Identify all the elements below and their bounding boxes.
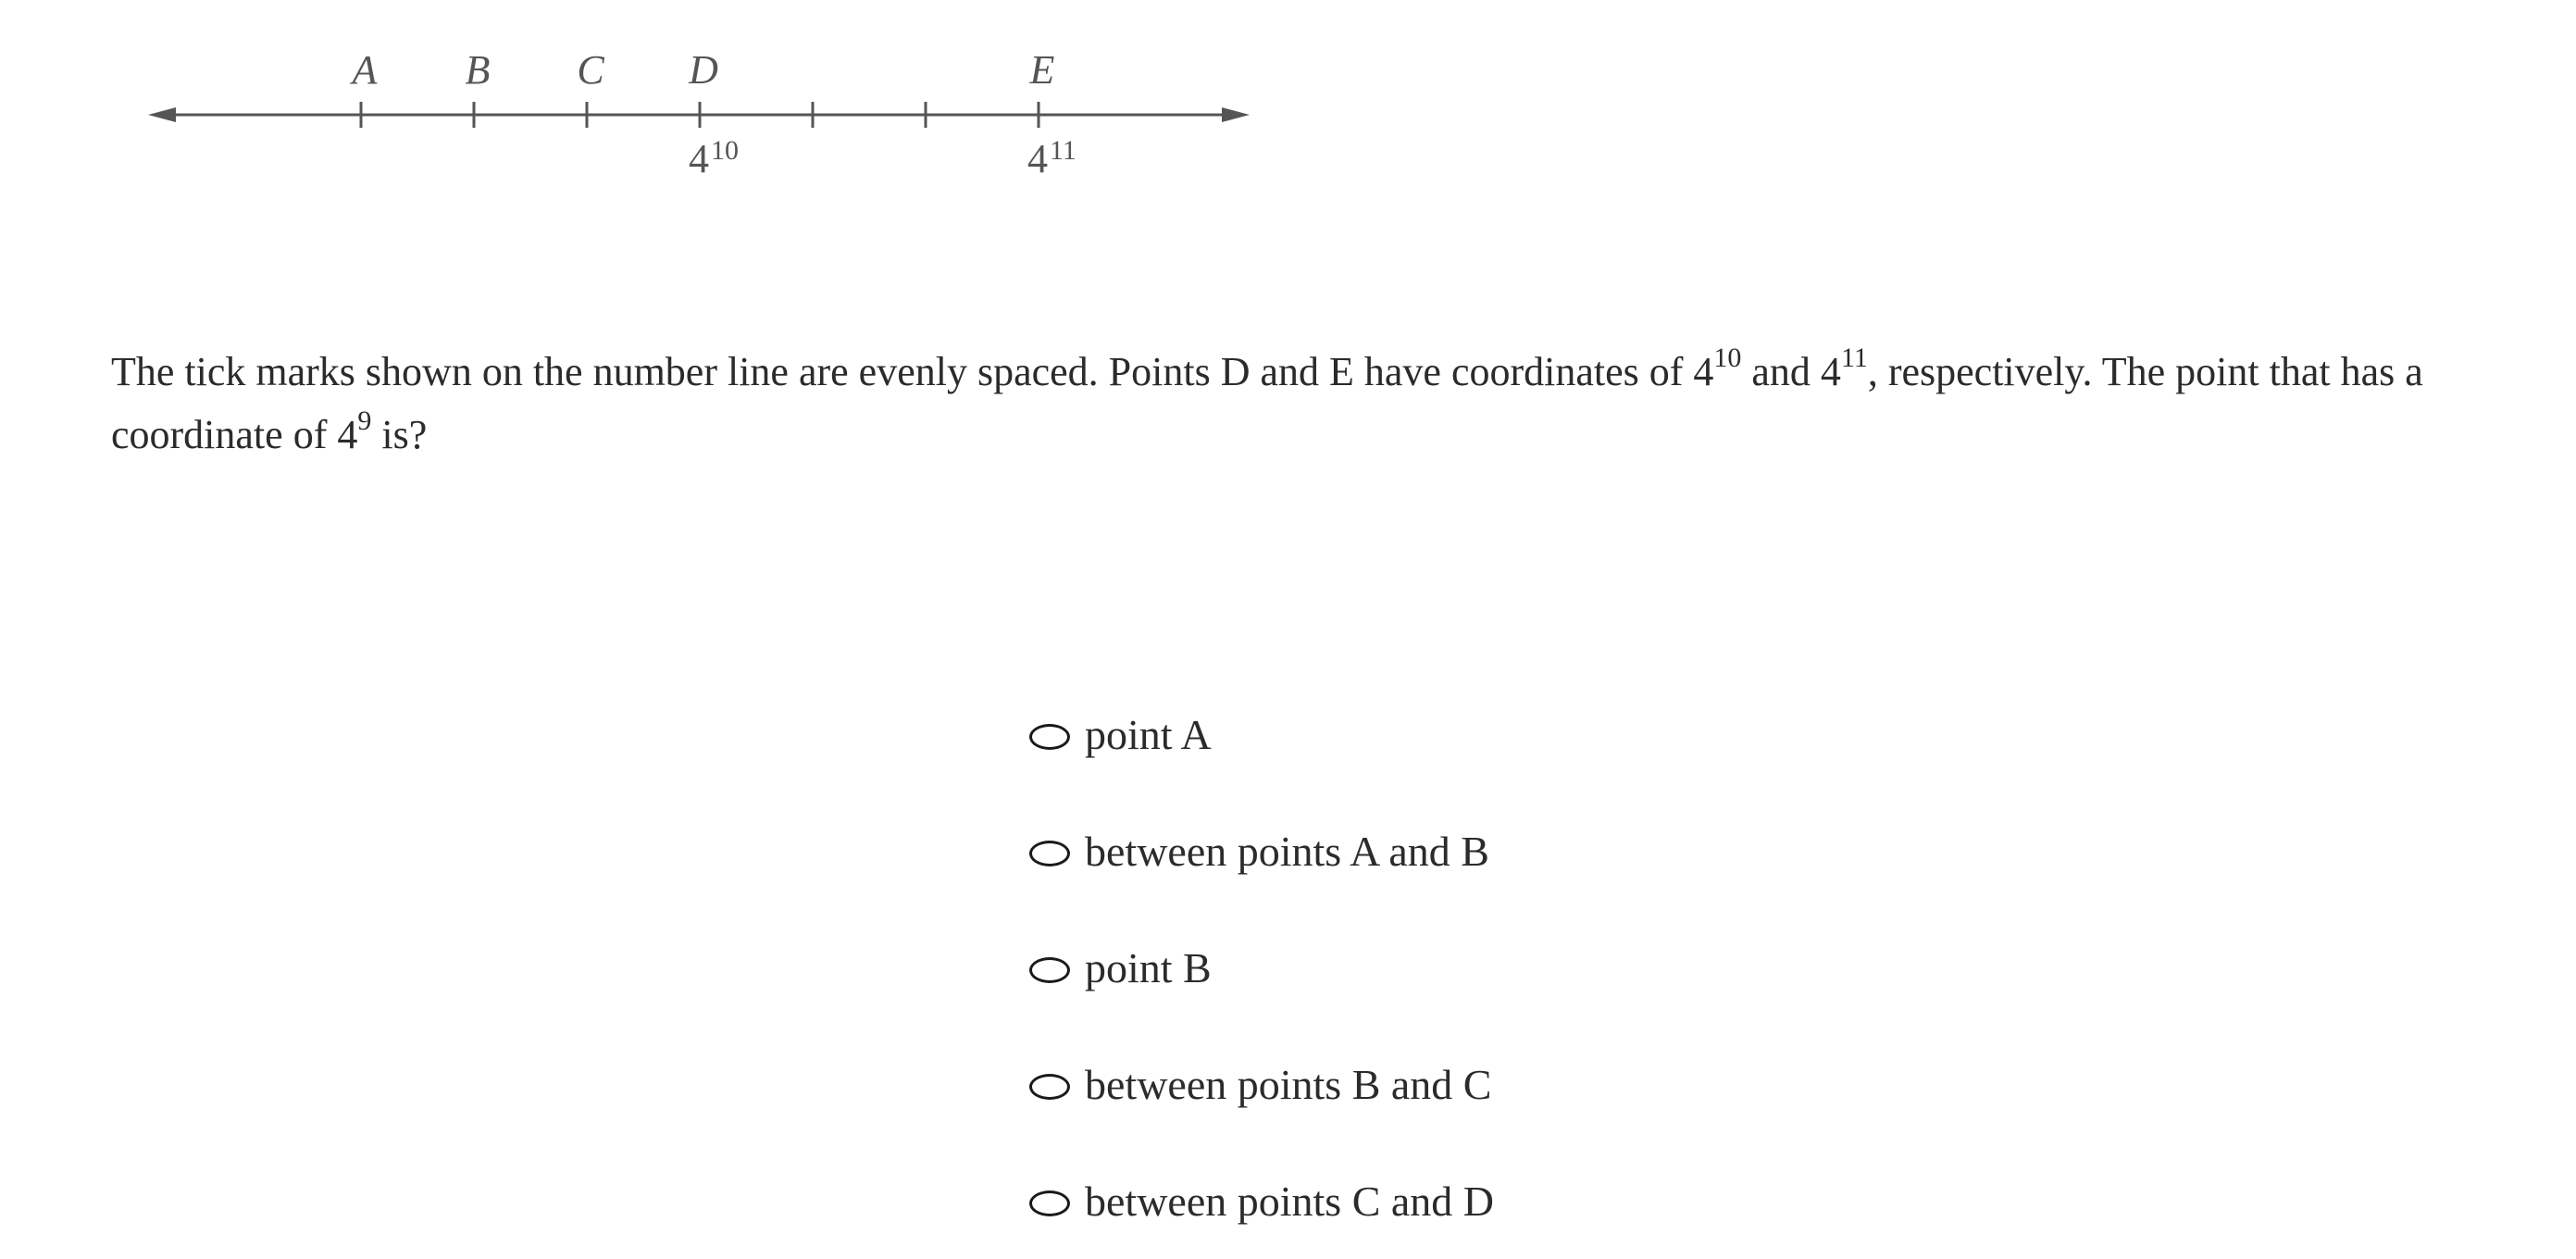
point-label-d: D [689, 47, 718, 93]
exponent-d: 10 [1713, 343, 1742, 373]
radio-button[interactable] [1029, 957, 1070, 983]
right-arrowhead [1222, 107, 1250, 122]
point-label-c: C [577, 47, 604, 93]
point-labels [350, 47, 1055, 93]
question-text-part-3: , respectively. The point that has a coordinate of 4 [111, 349, 2423, 457]
choice-between-a-b[interactable] [1029, 792, 1494, 909]
choice-label: between points B and C [1085, 1060, 1492, 1108]
choice-label: between points C and D [1085, 1177, 1495, 1225]
question-text-part-1: The tick marks shown on the number line are evenly spaced. Points D and E have coordinates of 4 [111, 349, 1714, 394]
coordinate-labels [689, 135, 1076, 181]
radio-button[interactable] [1029, 1074, 1070, 1100]
radio-button[interactable] [1029, 724, 1070, 750]
point-label-e: E [1029, 47, 1055, 93]
question-text-part-2: and 4 [1741, 349, 1841, 394]
coordinate-label-0: 410 [689, 135, 739, 181]
exponent-e: 11 [1840, 343, 1868, 373]
left-arrowhead [148, 107, 176, 122]
choice-label: between points A and B [1085, 827, 1489, 875]
choice-label: point A [1085, 710, 1212, 758]
question-text [111, 341, 2481, 467]
exponent-target: 9 [357, 405, 372, 436]
choice-point-b[interactable] [1029, 909, 1494, 1026]
question-text-part-4: is? [371, 412, 428, 457]
answer-choices [1029, 676, 1494, 1259]
choice-label: point B [1085, 943, 1212, 991]
radio-button[interactable] [1029, 841, 1070, 866]
choice-point-a[interactable] [1029, 676, 1494, 792]
choice-between-b-c[interactable] [1029, 1026, 1494, 1142]
point-label-a: A [352, 47, 378, 93]
number-line-figure [148, 44, 1259, 193]
point-label-b: B [465, 47, 491, 93]
choice-between-c-d[interactable] [1029, 1142, 1494, 1259]
coordinate-label-1: 411 [1027, 135, 1076, 181]
radio-button[interactable] [1029, 1190, 1070, 1216]
